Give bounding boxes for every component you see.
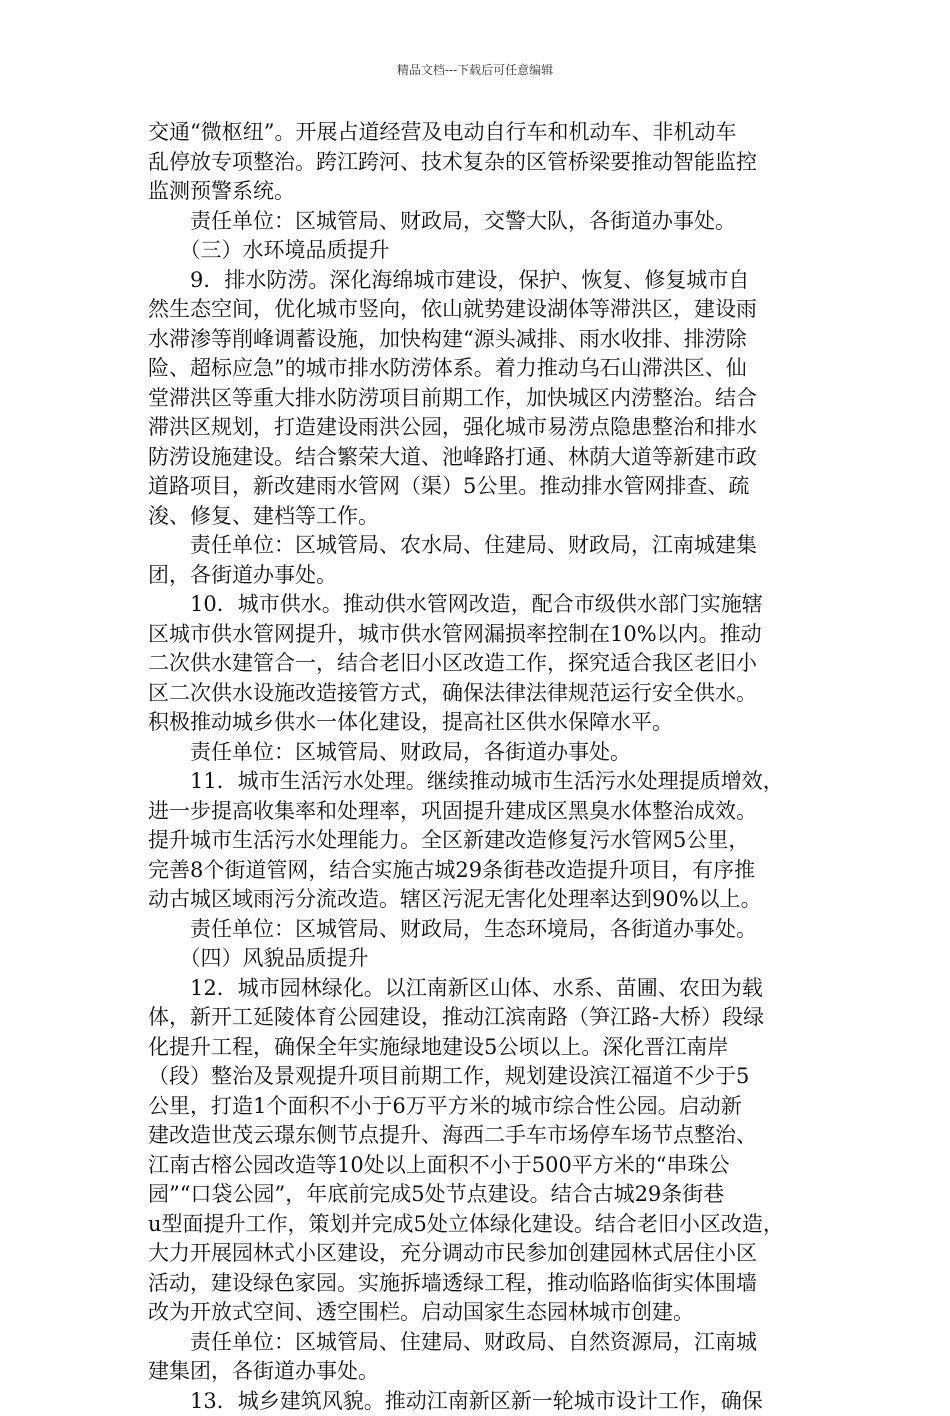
text-line: 13．城乡建筑风貌。推动江南新区新一轮城市设计工作，确保 bbox=[148, 1387, 818, 1416]
text-line: 浚、修复、建档等工作。 bbox=[148, 502, 818, 532]
text-line: 建集团，各街道办事处。 bbox=[148, 1357, 818, 1387]
text-line: 12．城市园林绿化。以江南新区山体、水系、苗圃、农田为载 bbox=[148, 974, 818, 1004]
text-line: 责任单位：区城管局、财政局，生态环境局，各街道办事处。 bbox=[148, 915, 818, 945]
text-line: 监测预警系统。 bbox=[148, 177, 818, 207]
text-line: 9．排水防涝。深化海绵城市建设，保护、恢复、修复城市自 bbox=[148, 266, 818, 296]
text-line: （三）水环境品质提升 bbox=[148, 236, 818, 266]
text-line: 体，新开工延陵体育公园建设，推动江滨南路（笋江路-大桥）段绿 bbox=[148, 1003, 818, 1033]
text-line: 园”“口袋公园”，年底前完成5处节点建设。结合古城29条街巷 bbox=[148, 1180, 818, 1210]
text-line: 进一步提高收集率和处理率，巩固提升建成区黑臭水体整治成效。 bbox=[148, 797, 818, 827]
text-line: 滞洪区规划，打造建设雨洪公园，强化城市易涝点隐患整治和排水 bbox=[148, 413, 818, 443]
text-line: 公里，打造1个面积不小于6万平方米的城市综合性公园。启动新 bbox=[148, 1092, 818, 1122]
text-line: 完善8个街道管网，结合实施古城29条街巷改造提升项目，有序推 bbox=[148, 856, 818, 886]
text-line: 交通“微枢纽”。开展占道经营及电动自行车和机动车、非机动车 bbox=[148, 118, 818, 148]
text-line: 堂滞洪区等重大排水防涝项目前期工作，加快城区内涝整治。结合 bbox=[148, 384, 818, 414]
text-line: 乱停放专项整治。跨江跨河、技术复杂的区管桥梁要推动智能监控 bbox=[148, 148, 818, 178]
page-header: 精品文档---下载后可任意编辑 bbox=[0, 62, 950, 78]
text-line: （段）整治及景观提升项目前期工作，规划建设滨江福道不少于5 bbox=[148, 1062, 818, 1092]
text-line: 责任单位：区城管局、财政局，各街道办事处。 bbox=[148, 738, 818, 768]
text-line: 大力开展园林式小区建设，充分调动市民参加创建园林式居住小区 bbox=[148, 1239, 818, 1269]
text-line: 积极推动城乡供水一体化建设，提高社区供水保障水平。 bbox=[148, 708, 818, 738]
text-line: 提升城市生活污水处理能力。全区新建改造修复污水管网5公里， bbox=[148, 826, 818, 856]
text-line: （四）风貌品质提升 bbox=[148, 944, 818, 974]
document-body bbox=[148, 118, 818, 1416]
text-line: 活动，建设绿色家园。实施拆墙透绿工程，推动临路临街实体围墙 bbox=[148, 1269, 818, 1299]
text-line: 道路项目，新改建雨水管网（渠）5公里。推动排水管网排查、疏 bbox=[148, 472, 818, 502]
text-line: 10．城市供水。推动供水管网改造，配合市级供水部门实施辖 bbox=[148, 590, 818, 620]
text-line: 二次供水建管合一，结合老旧小区改造工作，探究适合我区老旧小 bbox=[148, 649, 818, 679]
text-line: 化提升工程，确保全年实施绿地建设5公顷以上。深化晋江南岸 bbox=[148, 1033, 818, 1063]
text-line: 区二次供水设施改造接管方式，确保法律法律规范运行安全供水。 bbox=[148, 679, 818, 709]
text-line: 区城市供水管网提升，城市供水管网漏损率控制在10%以内。推动 bbox=[148, 620, 818, 650]
text-line: 责任单位：区城管局、农水局、住建局、财政局，江南城建集 bbox=[148, 531, 818, 561]
text-line: 险、超标应急”的城市排水防涝体系。着力推动乌石山滞洪区、仙 bbox=[148, 354, 818, 384]
text-line: 水滞渗等削峰调蓄设施，加快构建“源头减排、雨水收排、排涝除 bbox=[148, 325, 818, 355]
text-line: 改为开放式空间、透空围栏。启动国家生态园林城市创建。 bbox=[148, 1298, 818, 1328]
text-line: 防涝设施建设。结合繁荣大道、池峰路打通、林荫大道等新建市政 bbox=[148, 443, 818, 473]
text-line: 然生态空间，优化城市竖向，依山就势建设湖体等滞洪区，建设雨 bbox=[148, 295, 818, 325]
text-line: 团，各街道办事处。 bbox=[148, 561, 818, 591]
text-line: 动古城区域雨污分流改造。辖区污泥无害化处理率达到90%以上。 bbox=[148, 885, 818, 915]
text-line: 责任单位：区城管局、住建局、财政局、自然资源局，江南城 bbox=[148, 1328, 818, 1358]
text-line: 11．城市生活污水处理。继续推动城市生活污水处理提质增效， bbox=[148, 767, 818, 797]
text-line: 建改造世茂云璟东侧节点提升、海西二手车市场停车场节点整治、 bbox=[148, 1121, 818, 1151]
text-line: u型面提升工作，策划并完成5处立体绿化建设。结合老旧小区改造， bbox=[148, 1210, 818, 1240]
text-line: 江南古榕公园改造等10处以上面积不小于500平方米的“串珠公 bbox=[148, 1151, 818, 1181]
text-line: 责任单位：区城管局、财政局，交警大队，各街道办事处。 bbox=[148, 207, 818, 237]
